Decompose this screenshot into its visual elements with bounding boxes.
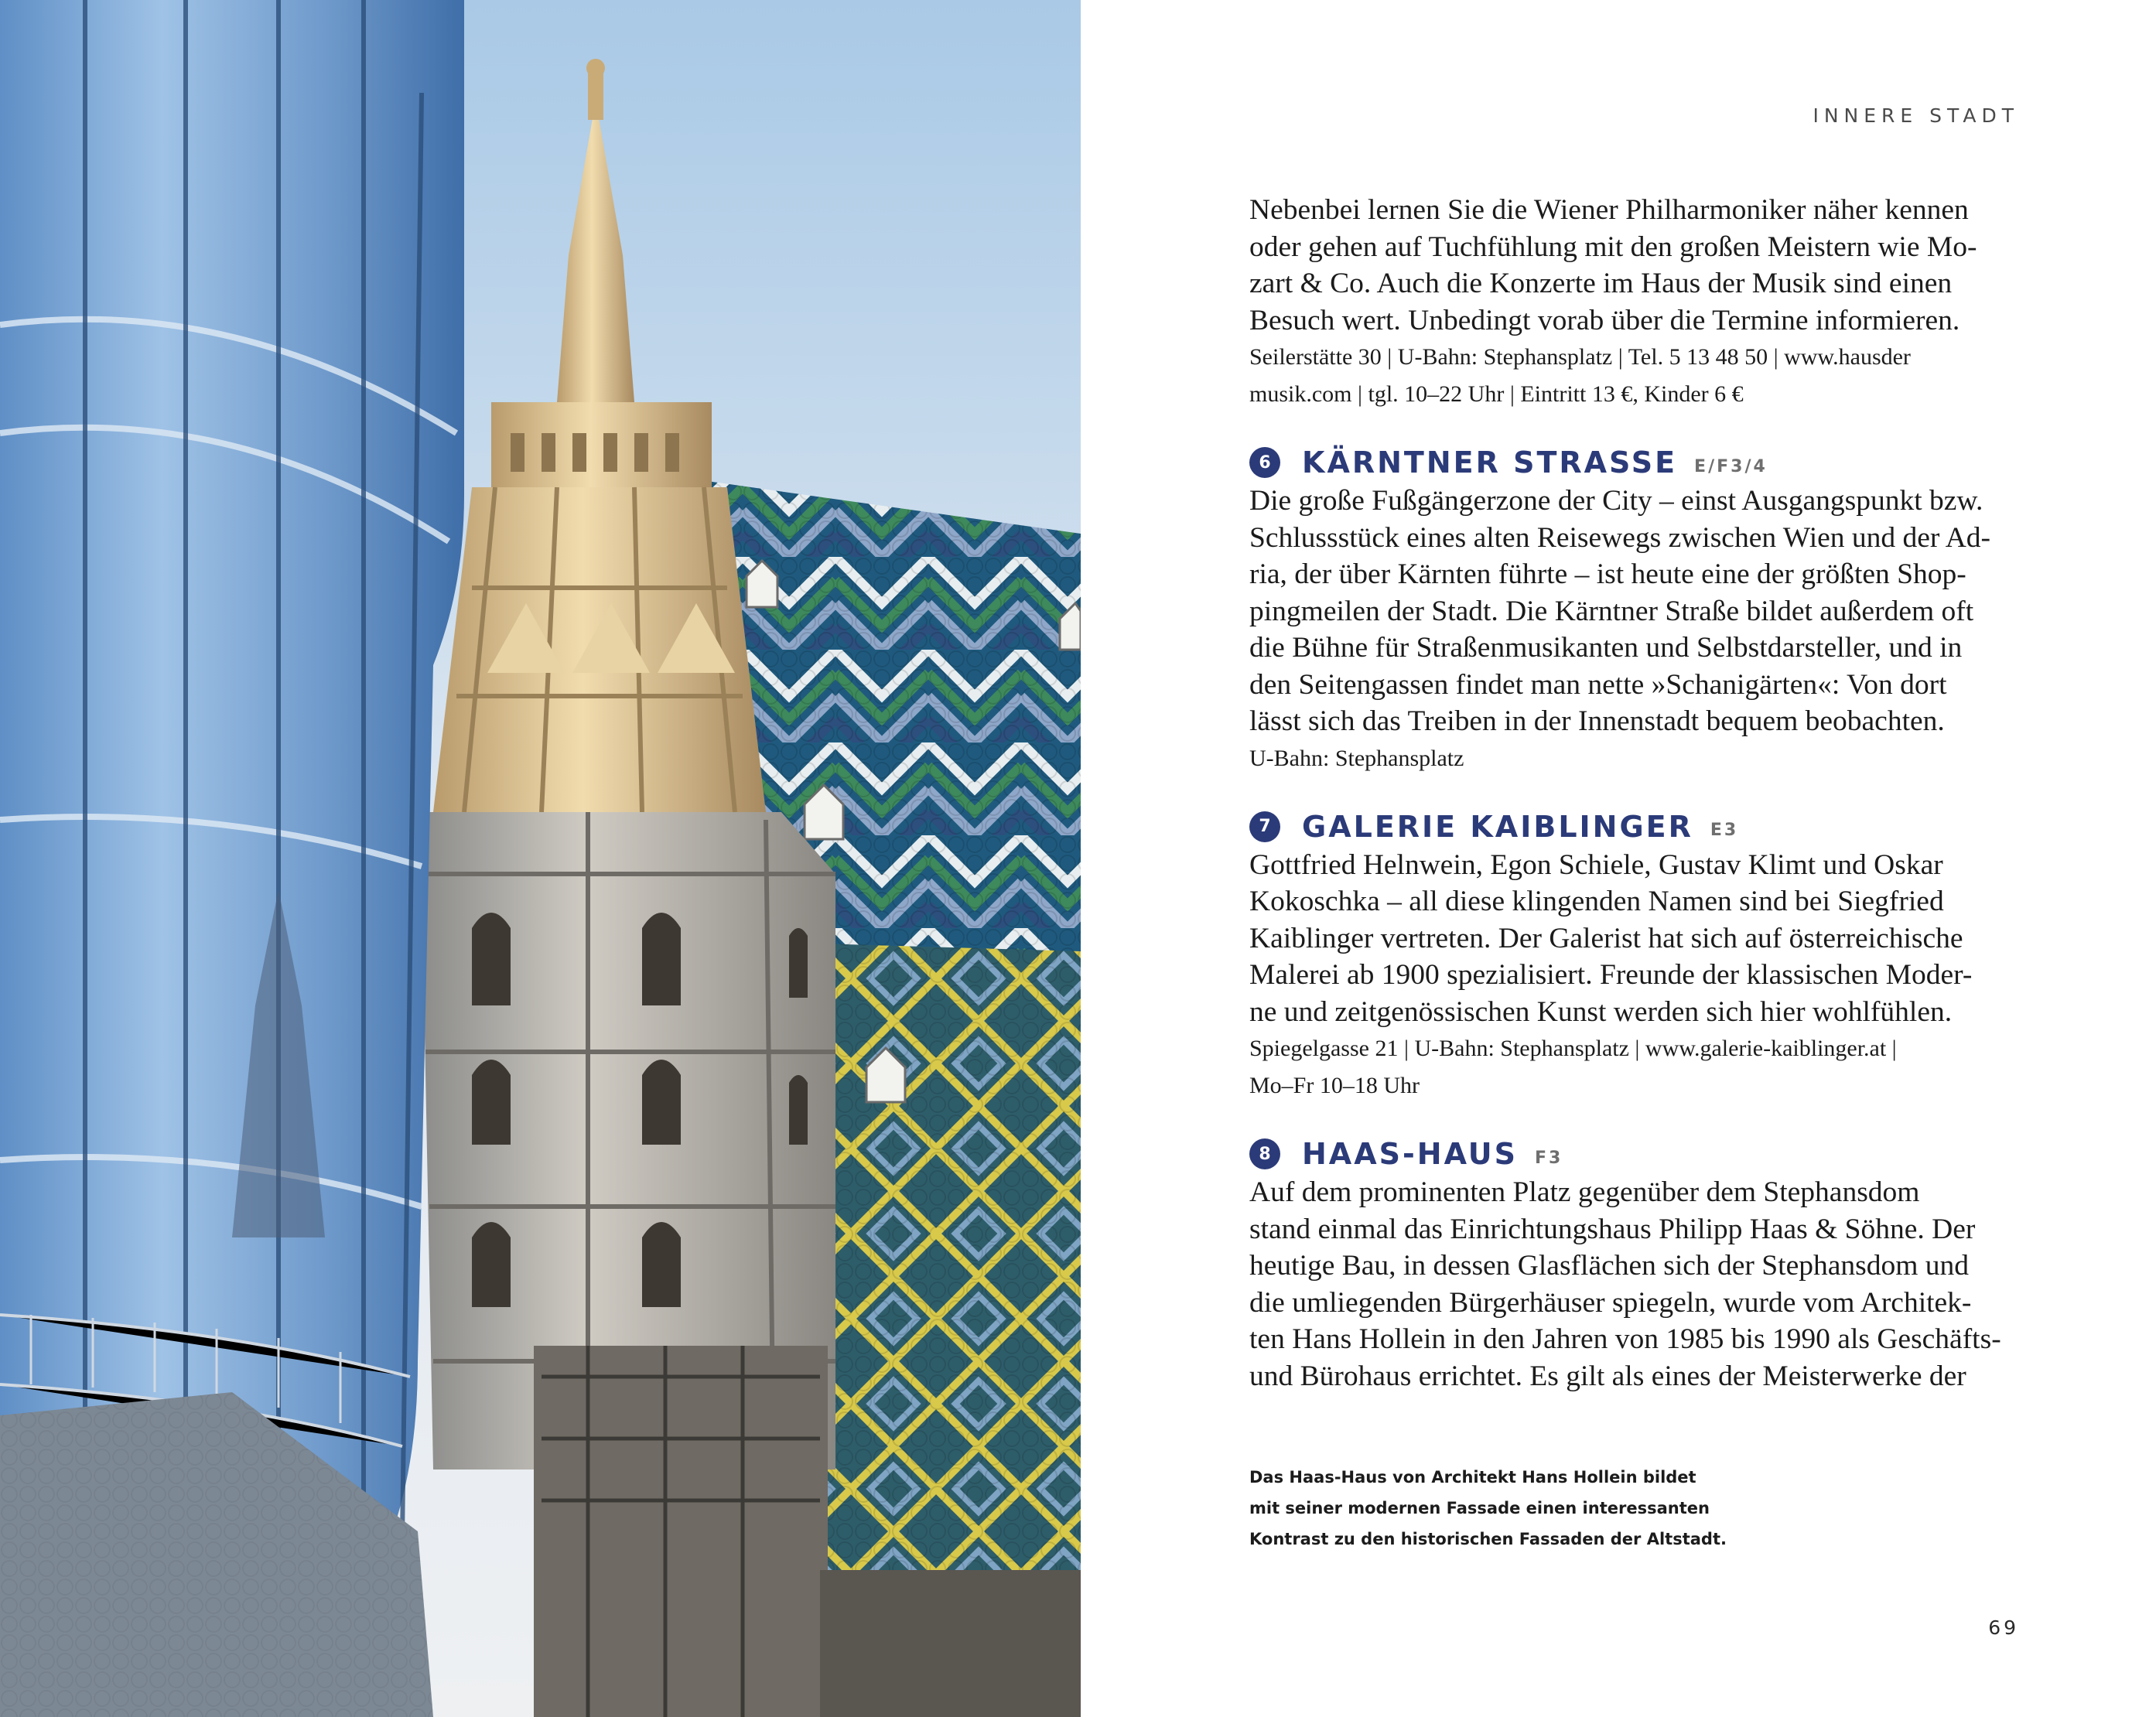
text-line: Kaiblinger vertreten. Der Galerist hat sich auf österreichische: [1249, 922, 1963, 954]
entry-heading: [1249, 444, 2019, 481]
entry-number-badge: 7: [1249, 811, 1280, 842]
running-head: INNERE STADT: [1813, 104, 2019, 127]
caption-line: mit seiner modernen Fassade einen interessanten: [1249, 1499, 1710, 1517]
entry-title: GALERIE KAIBLINGER: [1302, 809, 1693, 844]
info-line: U-Bahn: Stephansplatz: [1249, 745, 1464, 771]
entry-paragraph: [1249, 1174, 2019, 1394]
map-reference: F3: [1535, 1148, 1563, 1168]
entry-number-badge: 8: [1249, 1138, 1280, 1169]
entry-info: [1249, 740, 2019, 777]
text-line: Die große Fußgängerzone der City – einst Ausgangspunkt bzw.: [1249, 485, 1983, 517]
text-line: ria, der über Kärnten führte – ist heute eine der größten Shop-: [1249, 558, 1966, 590]
photo-caption: [1249, 1462, 1729, 1555]
entry-galerie-kaiblinger: [1249, 808, 2019, 1105]
text-line: den Seitengassen findet man nette »Schanigärten«: Von dort: [1249, 668, 1947, 701]
text-line: Schlussstück eines alten Reisewegs zwischen Wien und der Ad-: [1249, 521, 1991, 554]
text-line: ne und zeitgenössischen Kunst werden sich hier wohlfühlen.: [1249, 995, 1953, 1028]
entry-paragraph: [1249, 483, 2019, 740]
text-line: Gottfried Helnwein, Egon Schiele, Gustav Klimt und Oskar: [1249, 848, 1943, 881]
info-line: Seilerstätte 30 | U-Bahn: Stephansplatz | Tel. 5 13 48 50 | www.hausder: [1249, 344, 1911, 370]
entry-heading: [1249, 808, 2019, 845]
info-line: Spiegelgasse 21 | U-Bahn: Stephansplatz | www.galerie-kaiblinger.at |: [1249, 1036, 1897, 1061]
text-line: zart & Co. Auch die Konzerte im Haus der Musik sind einen: [1249, 268, 1953, 299]
text-line: ten Hans Hollein in den Jahren von 1985 bis 1990 als Geschäfts-: [1249, 1323, 2001, 1355]
entry-heading: [1249, 1135, 2019, 1173]
text-line: und Bürohaus errichtet. Es gilt als eines der Meisterwerke der: [1249, 1360, 1966, 1392]
text-line: oder gehen auf Tuchfühlung mit den großen Meistern wie Mo-: [1249, 230, 1977, 263]
info-line: musik.com | tgl. 10–22 Uhr | Eintritt 13 €, Kinder 6 €: [1249, 381, 1744, 407]
entry-paragraph: [1249, 847, 2019, 1031]
entry-title: HAAS-HAUS: [1302, 1137, 1519, 1171]
intro-paragraph: [1249, 192, 2019, 339]
intro-section: [1249, 192, 2019, 413]
text-line: pingmeilen der Stadt. Die Kärntner Straße bildet außerdem oft: [1249, 595, 1974, 627]
text-line: heutige Bau, in dessen Glasflächen sich der Stephansdom und: [1249, 1250, 1969, 1282]
text-line: Auf dem prominenten Platz gegenüber dem Stephansdom: [1249, 1176, 1920, 1208]
caption-line: Das Haas-Haus von Architekt Hans Hollein bildet: [1249, 1468, 1696, 1487]
text-line: Kokoschka – all diese klingenden Namen sind bei Siegfried: [1249, 886, 1944, 917]
text-line: Nebenbei lernen Sie die Wiener Philharmoniker näher kennen: [1249, 194, 1969, 226]
text-line: Malerei ab 1900 spezialisiert. Freunde der klassischen Moder-: [1249, 959, 1973, 991]
map-reference: E3: [1710, 821, 1739, 840]
entry-kaerntner-strasse: [1249, 444, 2019, 777]
text-line: Besuch wert. Unbedingt vorab über die Termine informieren.: [1249, 304, 1960, 336]
text-line: die Bühne für Straßenmusikanten und Selbstdarsteller, und in: [1249, 632, 1963, 664]
page-number: 69: [1988, 1616, 2019, 1639]
entry-number-badge: 6: [1249, 447, 1280, 478]
map-reference: E/F3/4: [1694, 456, 1768, 476]
text-line: die umliegenden Bürgerhäuser spiegeln, wurde vom Architek-: [1249, 1286, 1972, 1319]
text-line: lässt sich das Treiben in der Innenstadt bequem beobachten.: [1249, 705, 1945, 737]
entry-haas-haus: [1249, 1135, 2019, 1394]
info-line: Mo–Fr 10–18 Uhr: [1249, 1073, 1420, 1098]
text-column: [1249, 192, 2019, 1394]
text-line: stand einmal das Einrichtungshaus Philipp Haas & Söhne. Der: [1249, 1213, 1976, 1245]
entry-info: [1249, 1030, 2019, 1104]
caption-line: Kontrast zu den historischen Fassaden der Altstadt.: [1249, 1530, 1727, 1548]
intro-info: [1249, 339, 2019, 413]
text-page: [1081, 0, 2156, 1717]
entry-title: KÄRNTNER STRASSE: [1302, 445, 1678, 480]
